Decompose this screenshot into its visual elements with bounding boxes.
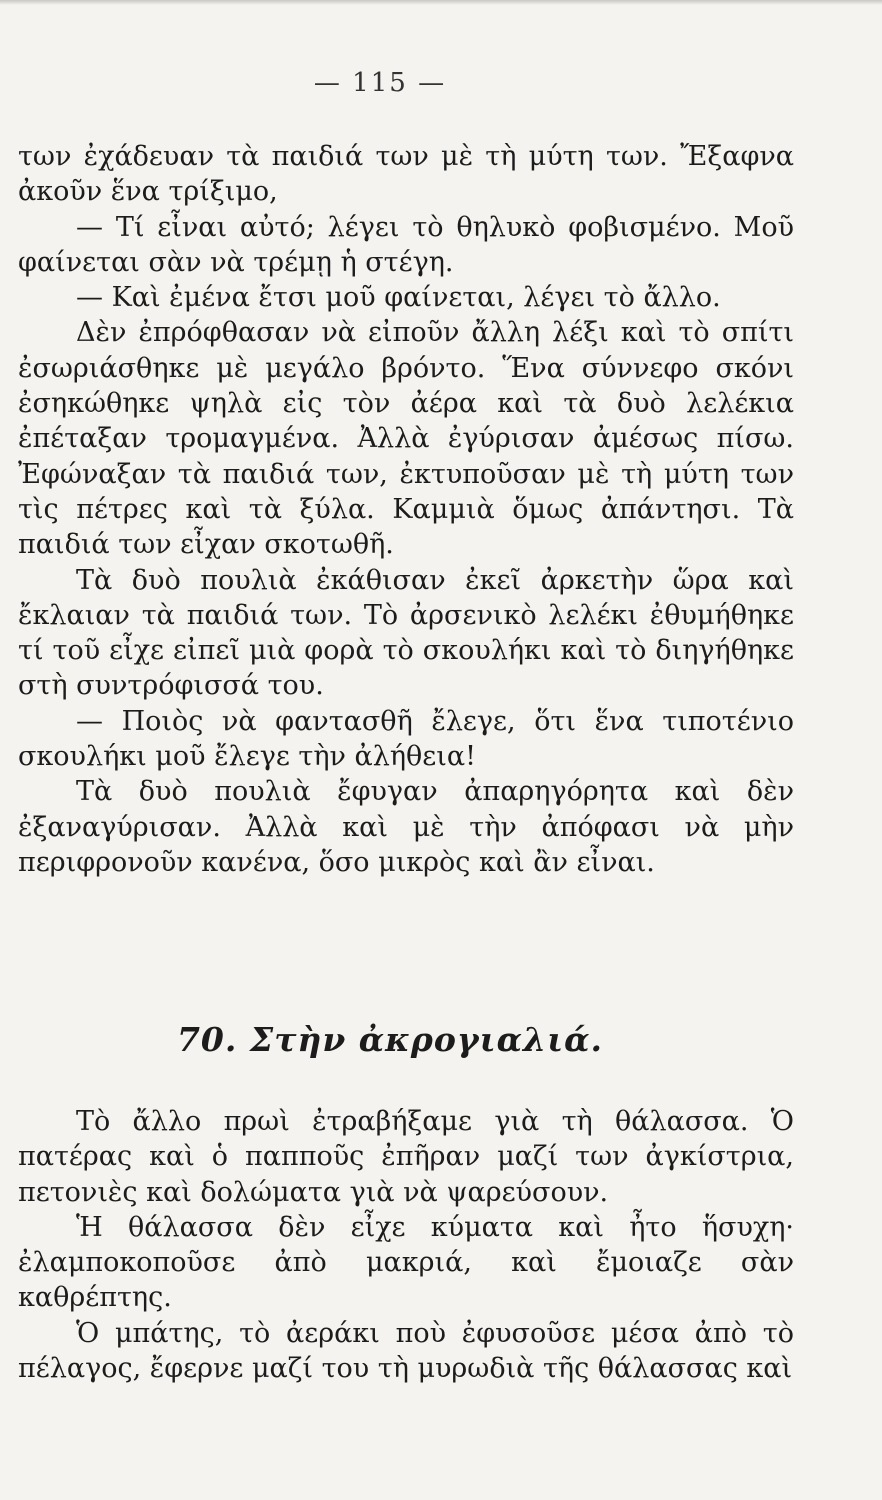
text-block-top xyxy=(18,139,794,880)
paragraph: Τὰ δυὸ πουλιὰ ἐκάθισαν ἐκεῖ ἀρκετὴν ὥρα καὶ ἔκλαιαν τὰ παιδιά των. Τὸ ἀρσενικὸ λελέκι ἐθυμήθηκε τί τοῦ εἶχε εἰπεῖ μιὰ φορὰ τὸ σκουλήκι καὶ τὸ διηγήθηκε στὴ συντρόφισσά του. xyxy=(18,564,794,702)
page-top-edge xyxy=(0,0,882,5)
page-number: — 115 — xyxy=(313,68,447,98)
paragraph: Τὸ ἄλλο πρωὶ ἐτραβήξαμε γιὰ τὴ θάλασσα. Ὁ πατέρας καὶ ὁ παπποῦς ἐπῆραν μαζί των ἀγκίστρια, πετονιὲς καὶ δολώματα γιὰ νὰ ψαρεύσουν. xyxy=(18,1106,794,1208)
paragraph: Δὲν ἐπρόφθασαν νὰ εἰποῦν ἄλλη λέξι καὶ τὸ σπίτι ἐσωριάσθηκε μὲ μεγάλο βρόντο. Ἕνα σύννεφο σκόνι ἐσηκώθηκε ψηλὰ εἰς τὸν ἀέρα καὶ τὰ δυὸ λελέκια ἐπέταξαν τρομαγμένα. Ἀλλὰ ἐγύρισαν ἀμέσως πίσω. Ἐφώναξαν τὰ παιδιά των, ἐκτυποῦσαν μὲ τὴ μύτη των τὶς πέτρες καὶ τὰ ξύλα. Καμμιὰ ὅμως ἀπάντησι. Τὰ παιδιά των εἶχαν σκοτωθῆ. xyxy=(18,317,794,561)
paragraph: — Τί εἶναι αὐτό; λέγει τὸ θηλυκὸ φοβισμένο. Μοῦ φαίνεται σὰν νὰ τρέμῃ ἡ στέγη. xyxy=(18,211,794,278)
chapter-heading: 70. Στὴν ἀκρογιαλιά. xyxy=(176,1020,604,1059)
paragraph: — Ποιὸς νὰ φαντασθῆ ἔλεγε, ὅτι ἕνα τιποτένιο σκουλήκι μοῦ ἔλεγε τὴν ἀλήθεια! xyxy=(18,705,794,773)
paragraph: — Καὶ ἐμένα ἔτσι μοῦ φαίνεται, λέγει τὸ ἄλλο. xyxy=(76,282,721,314)
paragraph: των ἐχάδευαν τὰ παιδιά των μὲ τὴ μύτη των. Ἔξαφνα ἀκοῦν ἕνα τρίξιμο, xyxy=(18,141,794,208)
paragraph: Τὰ δυὸ πουλιὰ ἔφυγαν ἀπαρηγόρητα καὶ δὲν ἐξαναγύρισαν. Ἀλλὰ καὶ μὲ τὴν ἀπόφασι νὰ μὴν περιφρονοῦν κανένα, ὅσο μικρὸς καὶ ἂν εἶναι. xyxy=(18,776,794,878)
paragraph: Ἡ θάλασσα δὲν εἶχε κύματα καὶ ἦτο ἥσυχη· ἐλαμποκοποῦσε ἀπὸ μακριά, καὶ ἔμοιαζε σὰν καθρέπτης. xyxy=(18,1211,794,1314)
paragraph: Ὁ μπάτης, τὸ ἀεράκι ποὺ ἐφυσοῦσε μέσα ἀπὸ τὸ πέλαγος, ἔφερνε μαζί του τὴ μυρωδιὰ τῆς θάλασσας καὶ xyxy=(18,1317,794,1385)
text-block-bottom xyxy=(18,1104,794,1386)
